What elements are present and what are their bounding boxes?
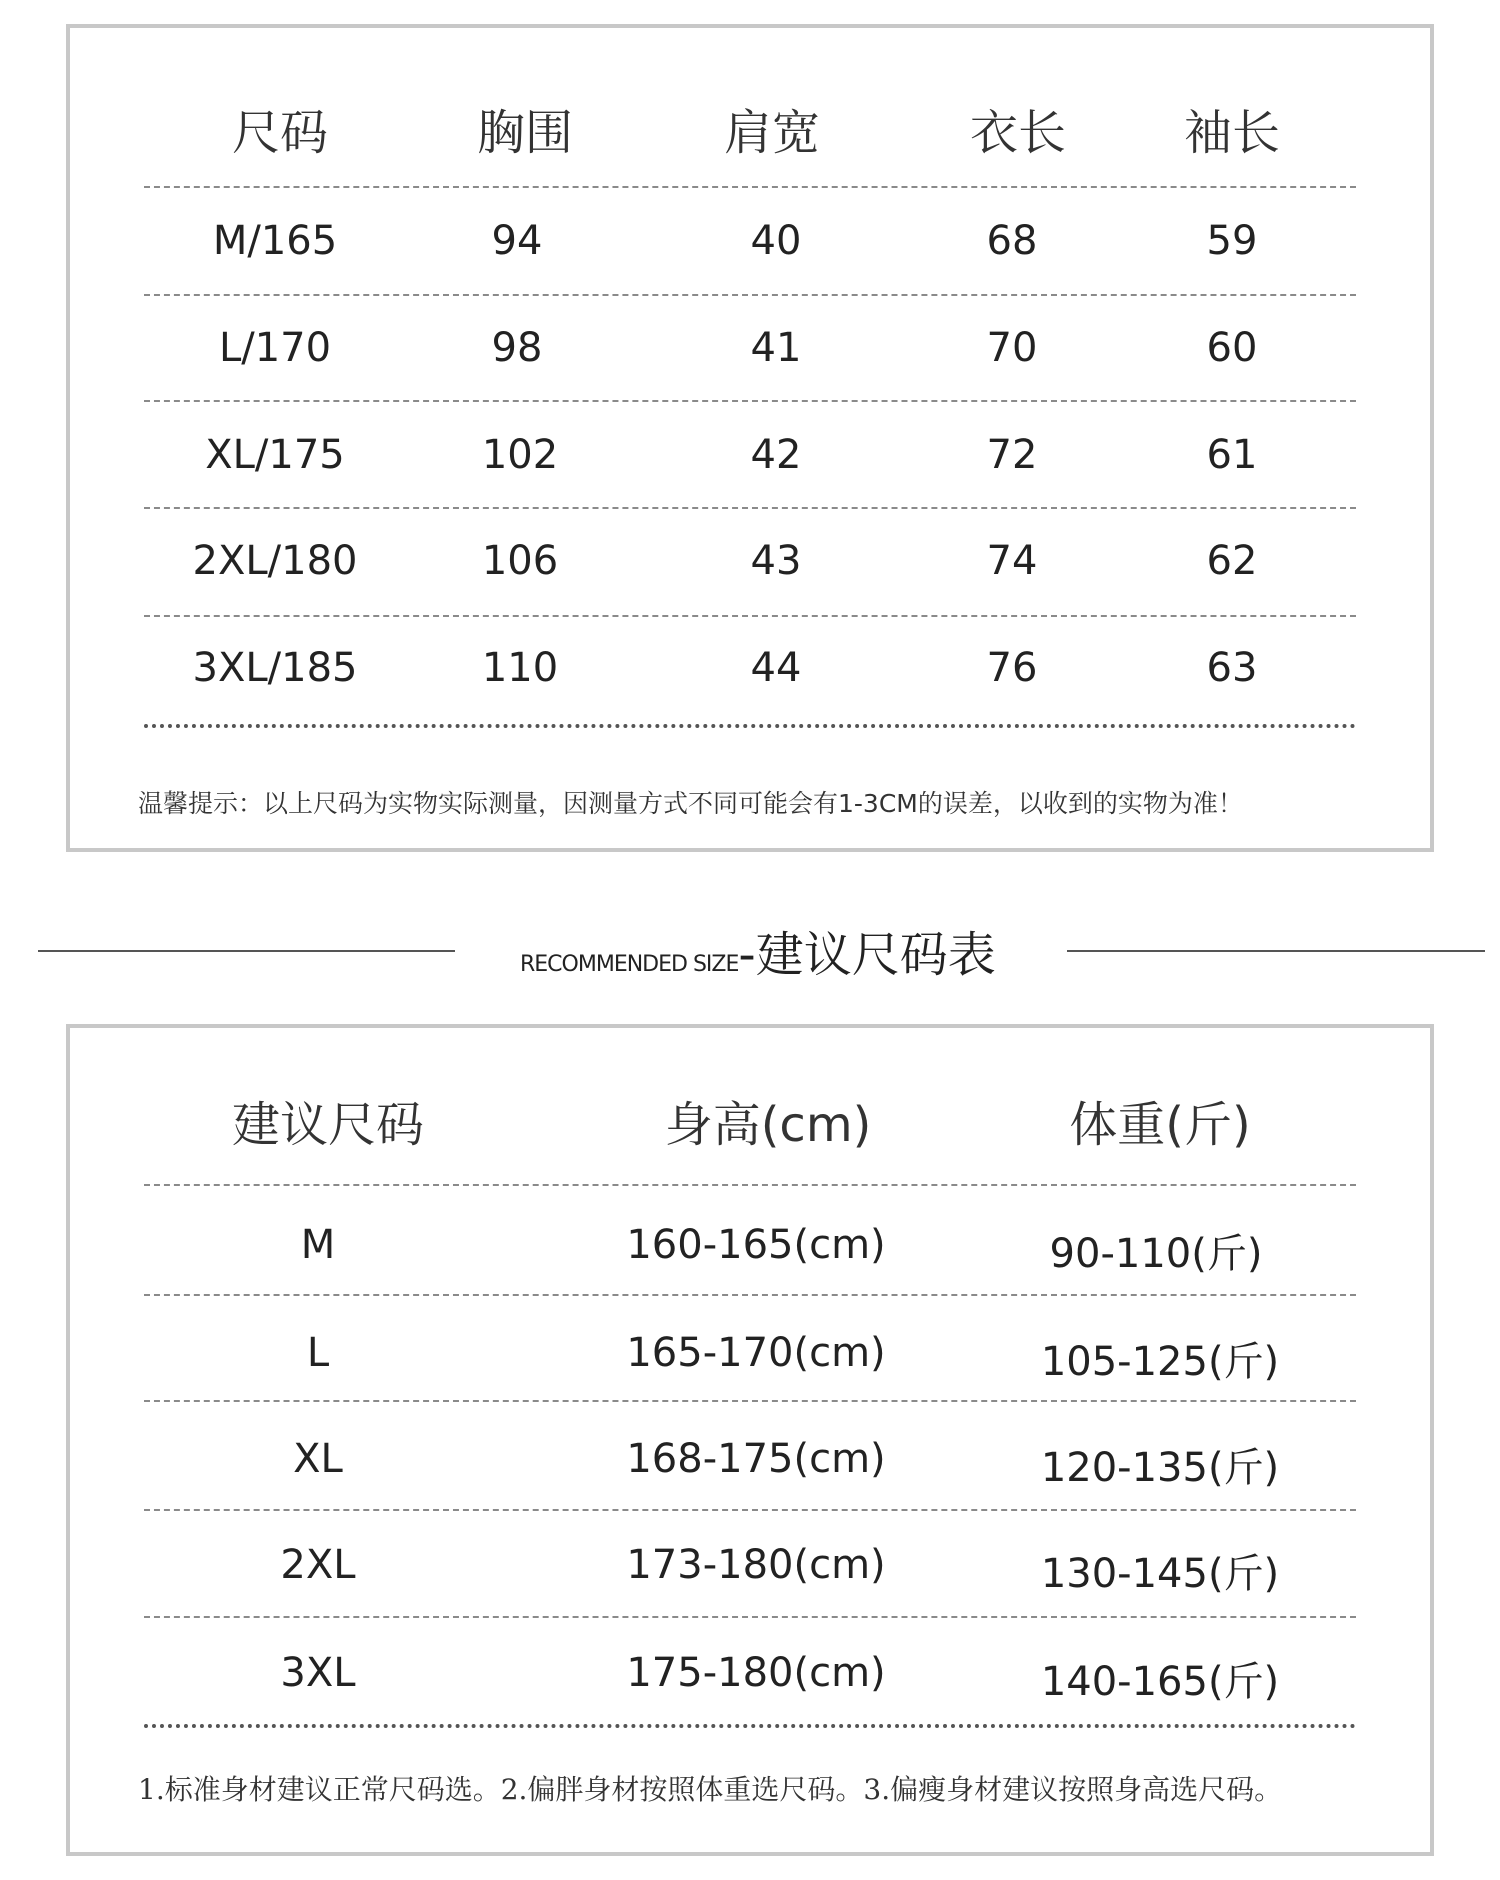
cell-chest: 106 (481, 538, 559, 584)
divider (144, 1400, 1356, 1402)
cell-weight: 140-165(斤) (1040, 1659, 1280, 1705)
cell-size: L (306, 1330, 330, 1376)
cell-shoulder: 43 (750, 538, 802, 584)
divider-bottom (144, 1724, 1356, 1728)
header-length: 衣长 (969, 105, 1067, 161)
divider-bottom (144, 724, 1356, 728)
recommended-size-panel (66, 1024, 1434, 1856)
header-size: 尺码 (231, 105, 329, 161)
cell-length: 76 (986, 645, 1038, 691)
cell-weight: 105-125(斤) (1040, 1339, 1280, 1385)
header-shoulder: 肩宽 (723, 105, 821, 161)
cell-length: 74 (986, 538, 1038, 584)
cell-size: 2XL/180 (192, 538, 358, 584)
banner-title-separator: - (738, 927, 756, 983)
divider (144, 400, 1356, 402)
cell-size: M (300, 1222, 336, 1268)
header-weight: 体重(斤) (1069, 1097, 1251, 1153)
cell-sleeve: 59 (1206, 218, 1258, 264)
cell-sleeve: 60 (1206, 325, 1258, 371)
divider (144, 1616, 1356, 1618)
cell-height: 175-180(cm) (626, 1650, 886, 1696)
divider (144, 615, 1356, 617)
header-recommended-size: 建议尺码 (231, 1097, 425, 1153)
cell-height: 173-180(cm) (626, 1542, 886, 1588)
banner-title-english: RECOMMENDED SIZE (520, 952, 739, 977)
cell-chest: 102 (481, 432, 559, 478)
measurement-tip-note: 温馨提示：以上尺码为实物实际测量，因测量方式不同可能会有1-3CM的误差，以收到的实物为准！ (138, 789, 1243, 818)
cell-sleeve: 63 (1206, 645, 1258, 691)
divider (144, 1184, 1356, 1186)
header-sleeve: 袖长 (1183, 105, 1281, 161)
divider (144, 507, 1356, 509)
size-measurement-panel (66, 24, 1434, 852)
banner-line-left (38, 950, 455, 952)
cell-sleeve: 61 (1206, 432, 1258, 478)
cell-weight: 120-135(斤) (1040, 1445, 1280, 1491)
recommended-size-banner (0, 910, 1500, 990)
cell-shoulder: 41 (750, 325, 802, 371)
recommendation-note: 1.标准身材建议正常尺码选。2.偏胖身材按照体重选尺码。3.偏瘦身材建议按照身高选尺码。 (138, 1773, 1283, 1806)
divider (144, 1294, 1356, 1296)
cell-chest: 110 (481, 645, 559, 691)
cell-size: 3XL (280, 1650, 356, 1696)
banner-title-chinese: 建议尺码表 (755, 927, 996, 983)
cell-size: M/165 (212, 218, 338, 264)
banner-line-right (1067, 950, 1485, 952)
cell-size: 2XL (280, 1542, 356, 1588)
cell-sleeve: 62 (1206, 538, 1258, 584)
cell-height: 165-170(cm) (626, 1330, 886, 1376)
cell-shoulder: 44 (750, 645, 802, 691)
cell-size: XL (293, 1436, 343, 1482)
cell-height: 168-175(cm) (626, 1436, 886, 1482)
cell-weight: 130-145(斤) (1040, 1551, 1280, 1597)
cell-length: 72 (986, 432, 1038, 478)
divider (144, 1509, 1356, 1511)
header-height: 身高(cm) (664, 1097, 872, 1153)
cell-shoulder: 42 (750, 432, 802, 478)
header-chest: 胸围 (476, 105, 574, 161)
cell-size: L/170 (218, 325, 332, 371)
cell-size: 3XL/185 (192, 645, 358, 691)
banner-title (520, 916, 996, 985)
cell-weight: 90-110(斤) (1049, 1231, 1263, 1277)
cell-chest: 98 (491, 325, 543, 371)
cell-length: 70 (986, 325, 1038, 371)
cell-shoulder: 40 (750, 218, 802, 264)
cell-size: XL/175 (205, 432, 345, 478)
cell-length: 68 (986, 218, 1038, 264)
cell-chest: 94 (491, 218, 543, 264)
divider (144, 294, 1356, 296)
divider (144, 186, 1356, 188)
cell-height: 160-165(cm) (626, 1222, 886, 1268)
